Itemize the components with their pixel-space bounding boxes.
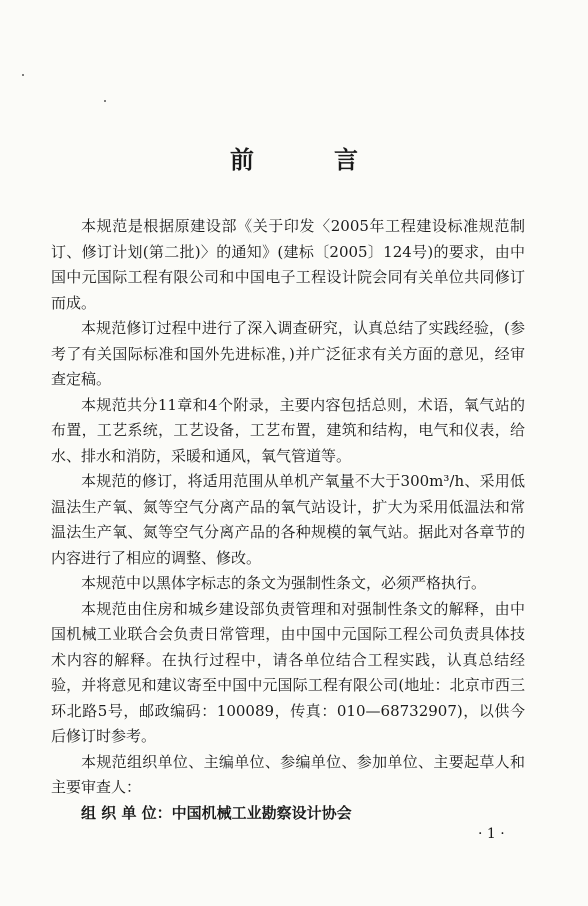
paragraph-scope: 本规范的修订，将适用范围从单机产氧量不大于300m³/h、采用低温法生产氧、氮等空气分离产品的氧气站设计，扩大为采用低温法和常温法生产氧、氮等空气分离产品的各种规模的氧气站。据此对各章节的内容进行了相应的调整、修改。 — [51, 472, 525, 567]
scan-speck — [22, 74, 24, 76]
scan-speck — [104, 100, 106, 102]
paragraph-management: 本规范由住房和城乡建设部负责管理和对强制性条文的解释，由中国机械工业联合会负责日常管理，由中国中元国际工程公司负责具体技术内容的解释。在执行过程中，请各单位结合工程实践，认真总结经验，并将意见和建议寄至中国中元国际工程有限公司(地址：北京市西三环北路5号，邮政编码：100089，传真：010—68732907)，以供今后修订时参考。 — [51, 599, 525, 745]
page-number: · 1 · — [478, 826, 505, 842]
paragraph-participants: 本规范组织单位、主编单位、参编单位、参加单位、主要起草人和主要审查人： — [51, 752, 525, 796]
paragraph-revision-process: 本规范修订过程中进行了深入调查研究，认真总结了实践经验，(参考了有关国际标准和国外先进标准，)并广泛征求有关方面的意见，经审查定稿。 — [51, 319, 525, 388]
paragraph-basis: 本规范是根据原建设部《关于印发〈2005年工程建设标准规范制订、修订计划(第二批)〉的通知》(建标〔2005〕124号)的要求，由中国中元国际工程有限公司和中国电子工程设计院会同有关单位共同修订而成。 — [51, 217, 525, 312]
preface-body — [51, 214, 525, 826]
organizer-line: 组 织 单 位：中国机械工业勘察设计协会 — [81, 803, 352, 822]
page-title: 前 言 — [230, 146, 386, 174]
paragraph-contents: 本规范共分11章和4个附录，主要内容包括总则，术语，氧气站的布置，工艺系统，工艺设备，工艺布置，建筑和结构，电气和仪表，给水、排水和消防，采暖和通风，氧气管道等。 — [51, 395, 525, 465]
paragraph-mandatory: 本规范中以黑体字标志的条文为强制性条文，必须严格执行。 — [81, 574, 487, 592]
